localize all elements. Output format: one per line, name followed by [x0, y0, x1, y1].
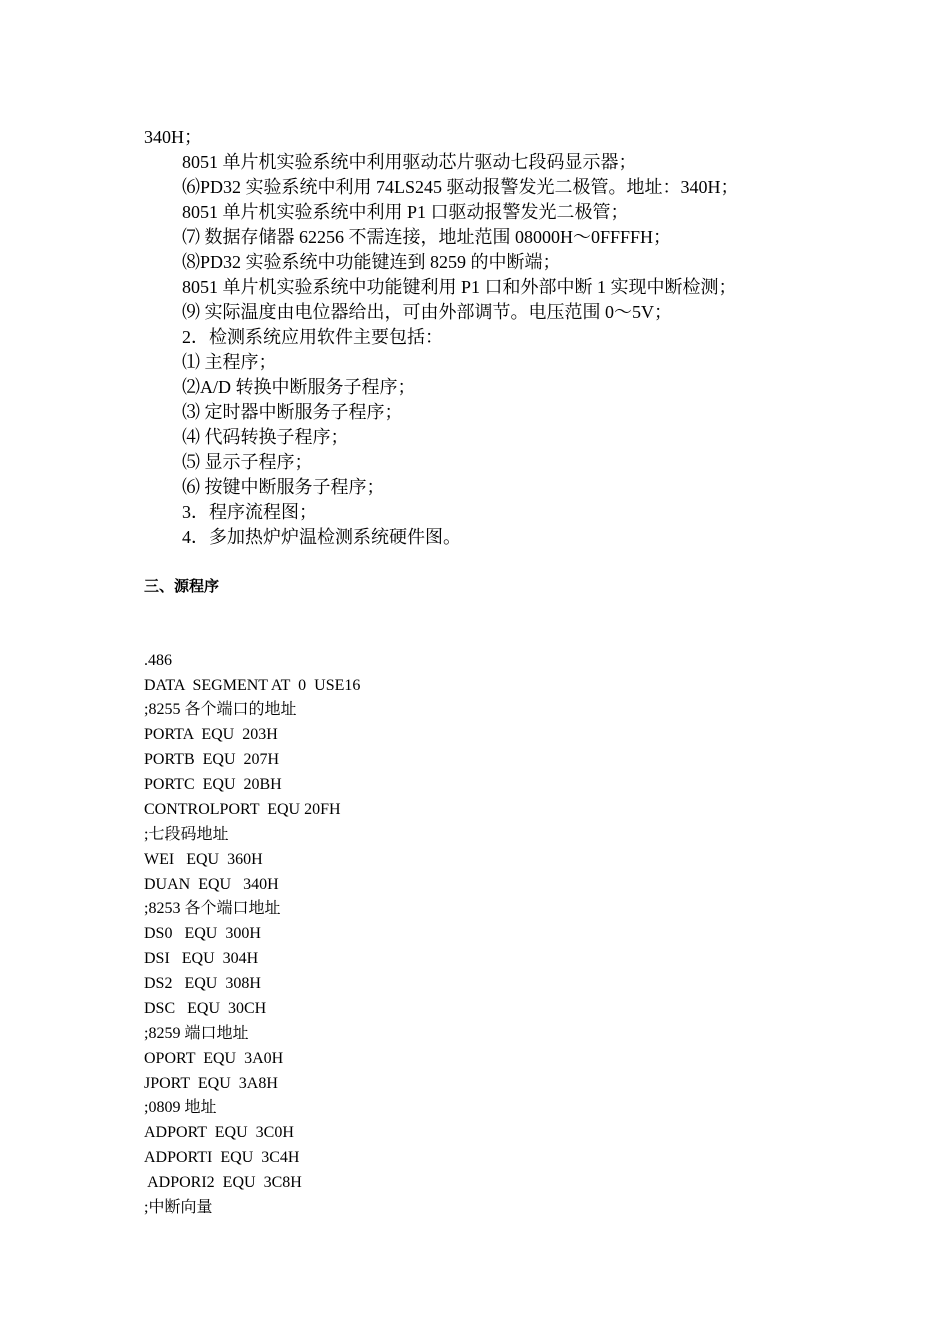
intro-line-4: 8051 单片机实验系统中利用 P1 口驱动报警发光二极管； [182, 202, 629, 222]
code-line-21: ADPORTI EQU 3C4H [144, 1149, 300, 1166]
code-line-15: DSC EQU 30CH [144, 1000, 267, 1017]
code-line-6: PORTC EQU 20BH [144, 776, 282, 793]
code-line-16: ;8259 端口地址 [144, 1025, 249, 1042]
code-line-10: DUAN EQU 340H [144, 876, 279, 893]
intro-line-6: ⑻PD32 实验系统中功能键连到 8259 的中断端； [182, 252, 561, 272]
intro-line-5: ⑺ 数据存储器 62256 不需连接，地址范围 08000H～0FFFFH； [182, 227, 672, 247]
intro-line-12: ⑶ 定时器中断服务子程序； [182, 402, 403, 422]
intro-line-9: 2．检测系统应用软件主要包括： [182, 327, 443, 347]
code-line-19: ;0809 地址 [144, 1099, 217, 1116]
code-line-18: JPORT EQU 3A8H [144, 1075, 278, 1092]
code-line-9: WEI EQU 360H [144, 851, 263, 868]
code-line-17: OPORT EQU 3A0H [144, 1050, 284, 1067]
intro-line-17: 4．多加热炉炉温检测系统硬件图。 [182, 527, 461, 547]
intro-line-3: ⑹PD32 实验系统中利用 74LS245 驱动报警发光二极管。地址：340H； [182, 177, 739, 197]
intro-line-8: ⑼ 实际温度由电位器给出，可由外部调节。电压范围 0～5V； [182, 302, 672, 322]
section-heading: 三、源程序 [144, 577, 220, 595]
code-line-1: .486 [144, 652, 172, 669]
intro-line-14: ⑸ 显示子程序； [182, 452, 313, 472]
intro-line-15: ⑹ 按键中断服务子程序； [182, 477, 385, 497]
code-line-5: PORTB EQU 207H [144, 751, 280, 768]
code-line-12: DS0 EQU 300H [144, 925, 261, 942]
code-line-13: DSI EQU 304H [144, 950, 259, 967]
intro-line-13: ⑷ 代码转换子程序； [182, 427, 349, 447]
code-line-3: ;8255 各个端口的地址 [144, 701, 297, 718]
intro-line-1: 340H； [144, 127, 202, 147]
intro-line-2: 8051 单片机实验系统中利用驱动芯片驱动七段码显示器； [182, 152, 637, 172]
code-line-23: ;中断向量 [144, 1199, 213, 1216]
intro-line-11: ⑵A/D 转换中断服务子程序； [182, 377, 416, 397]
intro-line-7: 8051 单片机实验系统中功能键利用 P1 口和外部中断 1 实现中断检测； [182, 277, 737, 297]
code-line-11: ;8253 各个端口地址 [144, 900, 281, 917]
code-line-8: ;七段码地址 [144, 826, 229, 843]
code-line-22: ADPORI2 EQU 3C8H [144, 1174, 302, 1191]
intro-line-10: ⑴ 主程序； [182, 352, 277, 372]
code-line-2: DATA SEGMENT AT 0 USE16 [144, 677, 361, 694]
code-line-20: ADPORT EQU 3C0H [144, 1124, 294, 1141]
code-line-7: CONTROLPORT EQU 20FH [144, 801, 341, 818]
code-line-14: DS2 EQU 308H [144, 975, 261, 992]
intro-line-16: 3．程序流程图； [182, 502, 317, 522]
code-line-4: PORTA EQU 203H [144, 726, 278, 743]
